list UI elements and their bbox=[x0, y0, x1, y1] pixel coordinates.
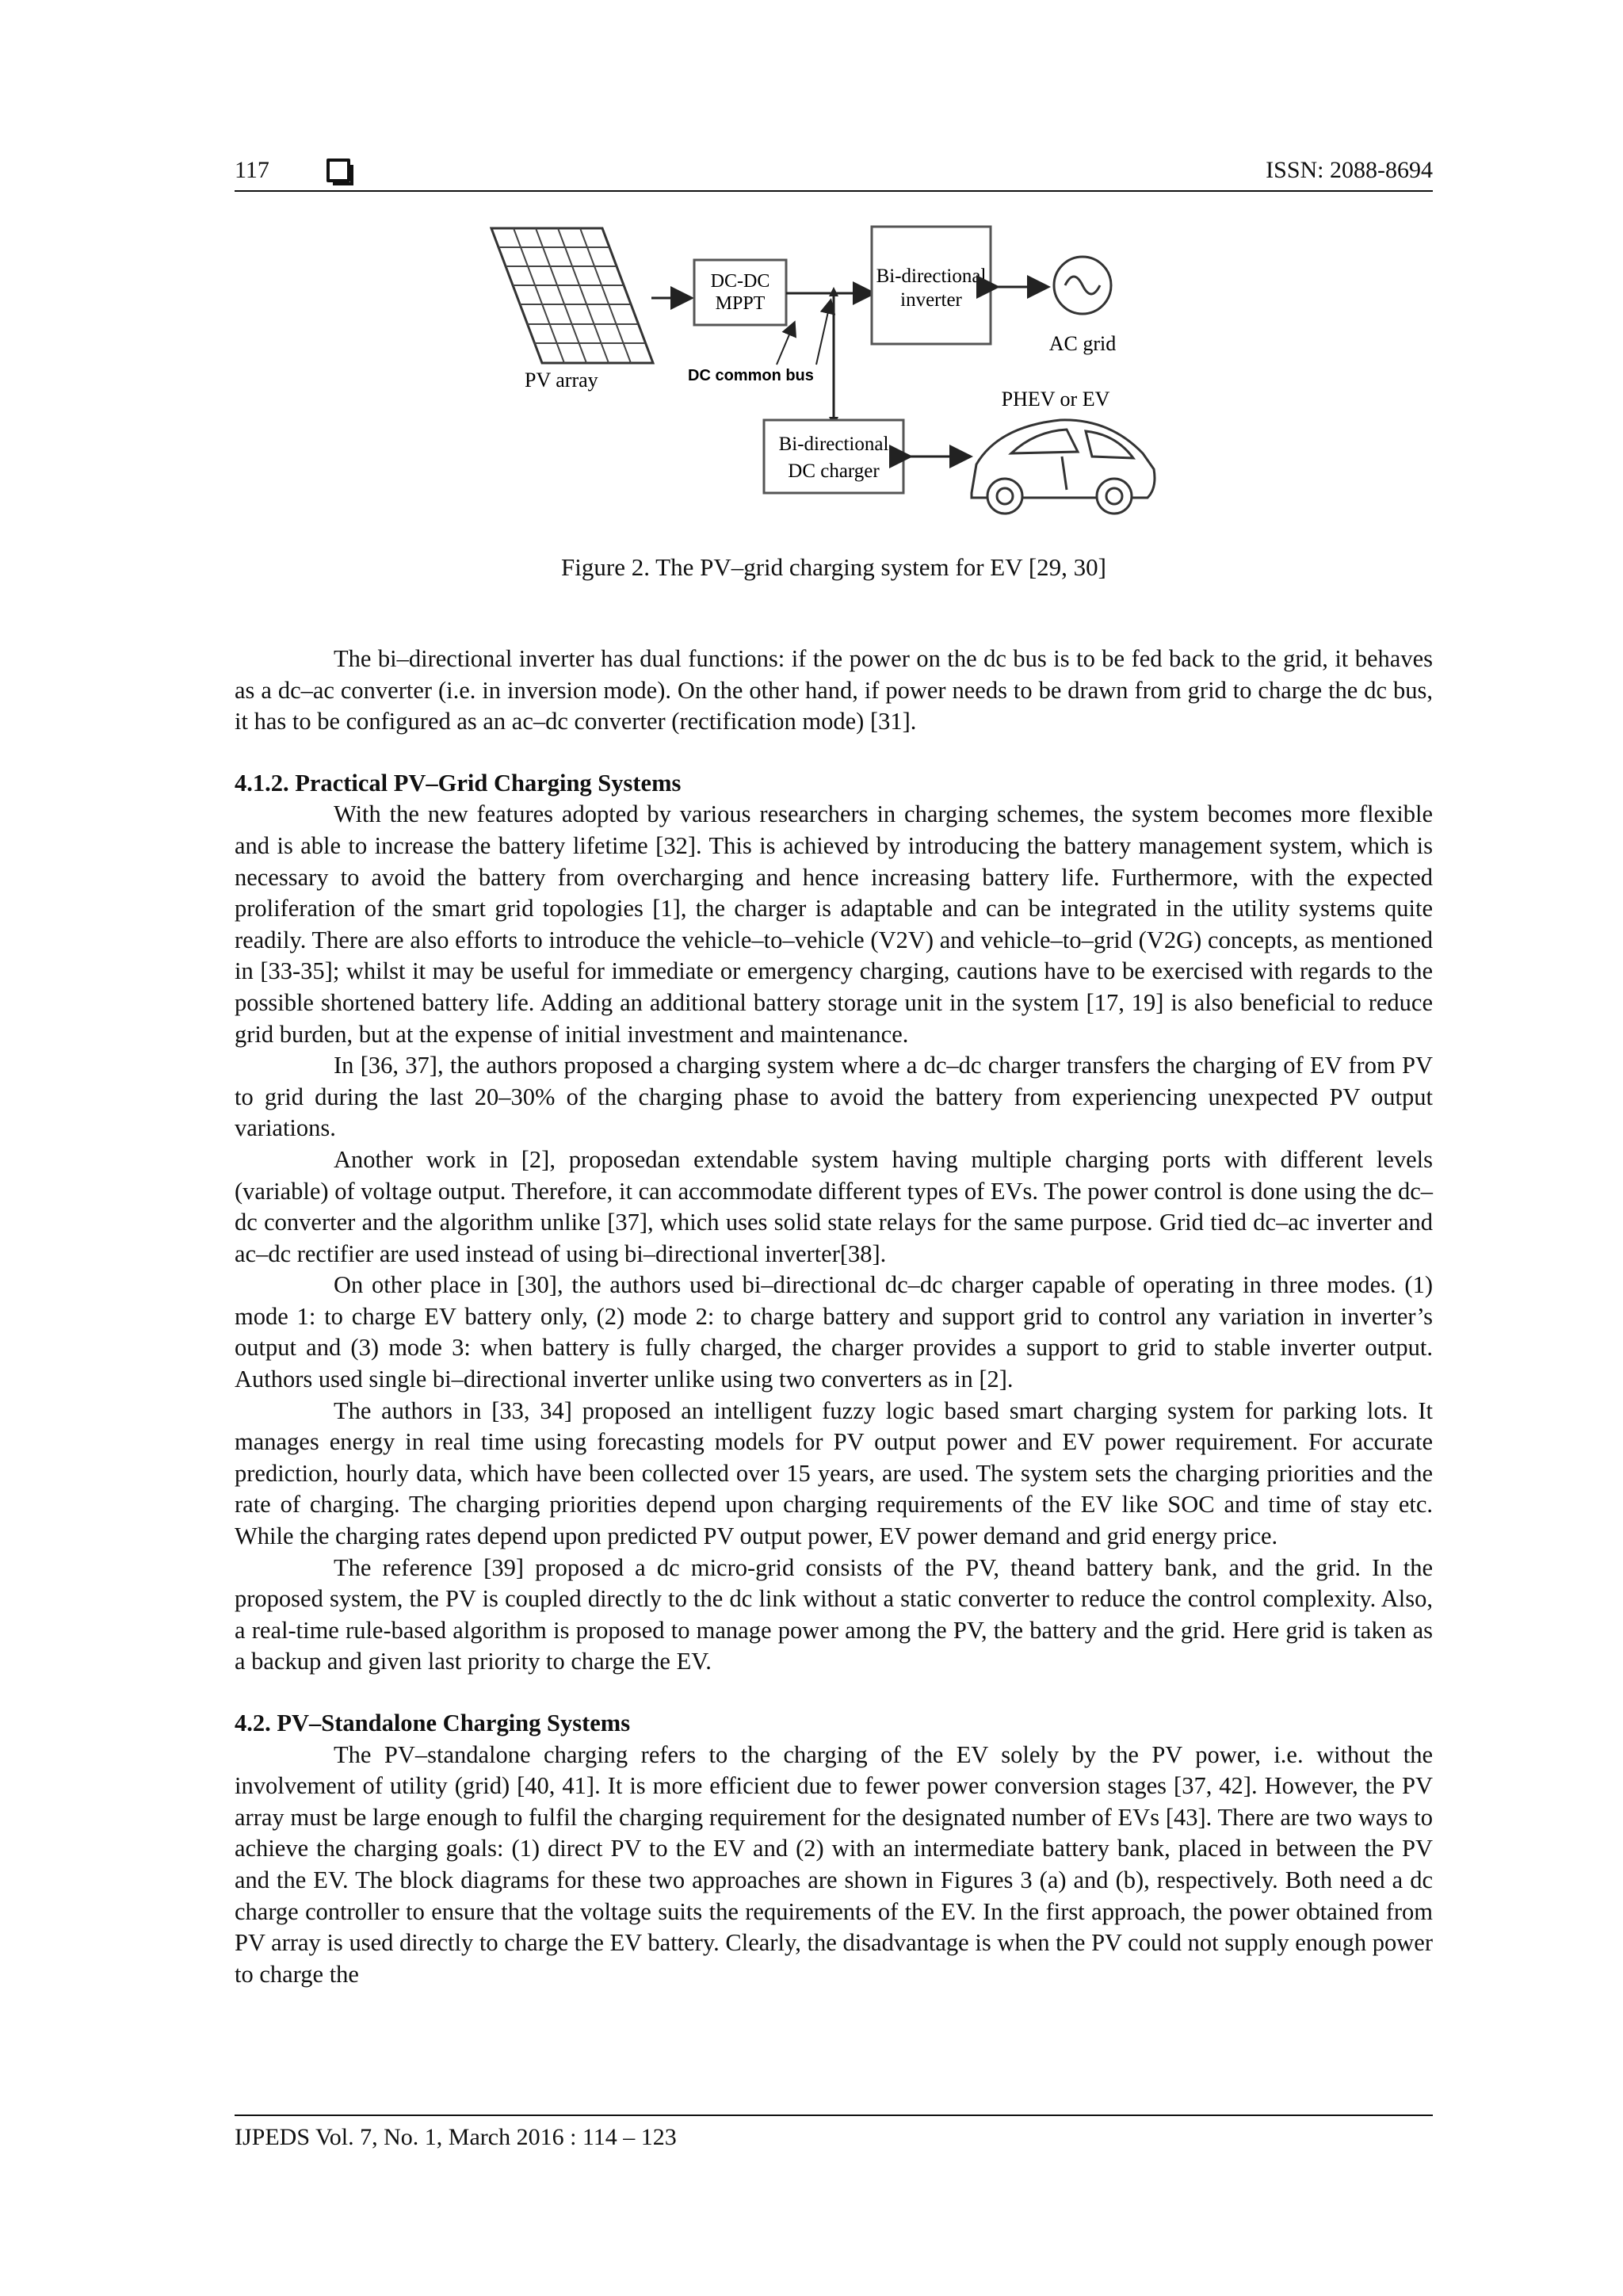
paragraph: In [36, 37], the authors proposed a charging system where a dc–dc charger transfers the charging of EV from PV to grid during the last 20–30% of the charging phase to avoid the battery from experiencing unexpected PV output variations. bbox=[235, 1052, 1433, 1142]
page-header bbox=[235, 155, 1433, 190]
header-rule bbox=[235, 190, 1433, 192]
pv-grid-diagram bbox=[475, 216, 1173, 533]
inverter-label-1: Bi-directional bbox=[876, 266, 987, 287]
pointer-bus-1 bbox=[777, 323, 794, 365]
footer-rule bbox=[235, 2115, 1433, 2116]
footer-citation: IJPEDS Vol. 7, No. 1, March 2016 : 114 – 123 bbox=[235, 2124, 677, 2150]
pv-array-label: PV array bbox=[525, 369, 598, 392]
ac-sine-icon bbox=[1065, 277, 1100, 294]
charger-label-2: DC charger bbox=[788, 460, 880, 482]
dc-bus-arrowhead bbox=[829, 287, 838, 296]
issn: ISSN: 2088-8694 bbox=[1266, 157, 1433, 183]
section-heading-4-1-2: 4.1.2. Practical PV–Grid Charging Systems bbox=[235, 769, 682, 797]
paragraph: The bi–directional inverter has dual functions: if the power on the dc bus is to be fed back to the grid, it behaves as a dc–ac converter (i.e. in inversion mode). On the other hand, if power needs to be drawn from grid to charge the dc bus, it has to be configured as an ac–dc converter (rectification mode) [31]. bbox=[235, 645, 1433, 735]
vehicle-label: PHEV or EV bbox=[1001, 388, 1110, 411]
body-text bbox=[235, 644, 1433, 1990]
dc-charger-box bbox=[764, 420, 903, 493]
paragraph: The authors in [33, 34] proposed an intelligent fuzzy logic based smart charging system for parking lots. It manages energy in real time using forecasting models for PV output power and EV power requirement. For accurate prediction, hourly data, which have been collected over 15 years, are used. The system sets the charging priorities and the rate of charging. The charging priorities depend upon charging requirements of the EV like SOC and time of stay etc. While the charging rates depend upon predicted PV output power, EV power demand and grid energy price. bbox=[235, 1396, 1433, 1550]
dcdc-label-1: DC-DC bbox=[710, 271, 770, 292]
paragraph: With the new features adopted by various researchers in charging schemes, the system becomes more flexible and is able to increase the battery lifetime [32]. This is achieved by introducing the battery management system, which is necessary to avoid the battery from overcharging and hence increasing battery life. Furthermore, with the expected proliferation of the smart grid topologies [1], the charger is adaptable and can be integrated in the utility systems quite readily. There are also efforts to introduce the vehicle–to–vehicle (V2V) and vehicle–to–grid (V2G) concepts, as mentioned in [33-35]; whilst it may be useful for immediate or emergency charging, cautions have to be exercised with regards to the possible shortened battery life. Adding an additional battery storage unit in the system [17, 19] is also beneficial to reduce grid burden, but at the expense of initial investment and maintenance. bbox=[235, 800, 1433, 1048]
dc-common-bus-label: DC common bus bbox=[688, 367, 814, 384]
charger-label-1: Bi-directional bbox=[778, 434, 889, 455]
ac-grid-label: AC grid bbox=[1048, 332, 1117, 355]
dcdc-mppt-box bbox=[694, 260, 786, 325]
figure-pv-grid-system bbox=[475, 216, 1173, 533]
section-heading-4-2: 4.2. PV–Standalone Charging Systems bbox=[235, 1710, 631, 1736]
page-number: 117 bbox=[235, 157, 269, 183]
paragraph: The reference [39] proposed a dc micro-grid consists of the PV, theand battery bank, and the grid. In the proposed system, the PV is coupled directly to the dc link without a static converter to reduce the control complexity. Also, a real-time rule-based algorithm is proposed to manage power among the PV, the battery and the grid. Here grid is taken as a backup and given last priority to charge the EV. bbox=[235, 1553, 1433, 1675]
header-box-icon bbox=[327, 159, 350, 182]
paragraph: Another work in [2], proposedan extendable system having multiple charging ports with different levels (variable) of voltage output. Therefore, it can accommodate different types of EVs. The power control is done using the dc–dc converter and the algorithm unlike [37], which uses solid state relays for the same purpose. Grid tied dc–ac inverter and ac–dc rectifier are used instead of using bi–directional inverter[38]. bbox=[235, 1145, 1433, 1267]
paragraph: On other place in [30], the authors used bi–directional dc–dc charger capable of operating in three modes. (1) mode 1: to charge EV battery only, (2) mode 2: to charge battery and support grid to control any variation in inverter’s output and (3) mode 3: when battery is fully charged, the charger provides a support to grid to stable inverter output. Authors used single bi–directional inverter unlike using two converters as in [2]. bbox=[235, 1271, 1433, 1393]
paragraph: The PV–standalone charging refers to the charging of the EV solely by the PV power, i.e. without the involvement of utility (grid) [40, 41]. It is more efficient due to fewer power conversion stages [37, 42]. However, the PV array must be large enough to fulfil the charging requirement for the designated number of EVs [43]. There are two ways to achieve the charging goals: (1) direct PV to the EV and (2) with an intermediate battery bank, placed in between the PV and the EV. The block diagrams for these two approaches are shown in Figures 3 (a) and (b), respectively. Both need a dc charge controller to ensure that the voltage suits the requirements of the EV. In the first approach, the power obtained from PV array is used directly to charge the EV battery. Clearly, the disadvantage is when the PV could not supply enough power to charge the bbox=[235, 1740, 1433, 1988]
ev-car-icon bbox=[972, 420, 1155, 514]
inverter-label-2: inverter bbox=[900, 289, 962, 311]
pointer-bus-2 bbox=[816, 301, 831, 365]
dcdc-label-2: MPPT bbox=[715, 293, 766, 314]
pv-array-icon bbox=[491, 228, 653, 363]
figure-caption: Figure 2. The PV–grid charging system for EV [29, 30] bbox=[561, 553, 1106, 581]
